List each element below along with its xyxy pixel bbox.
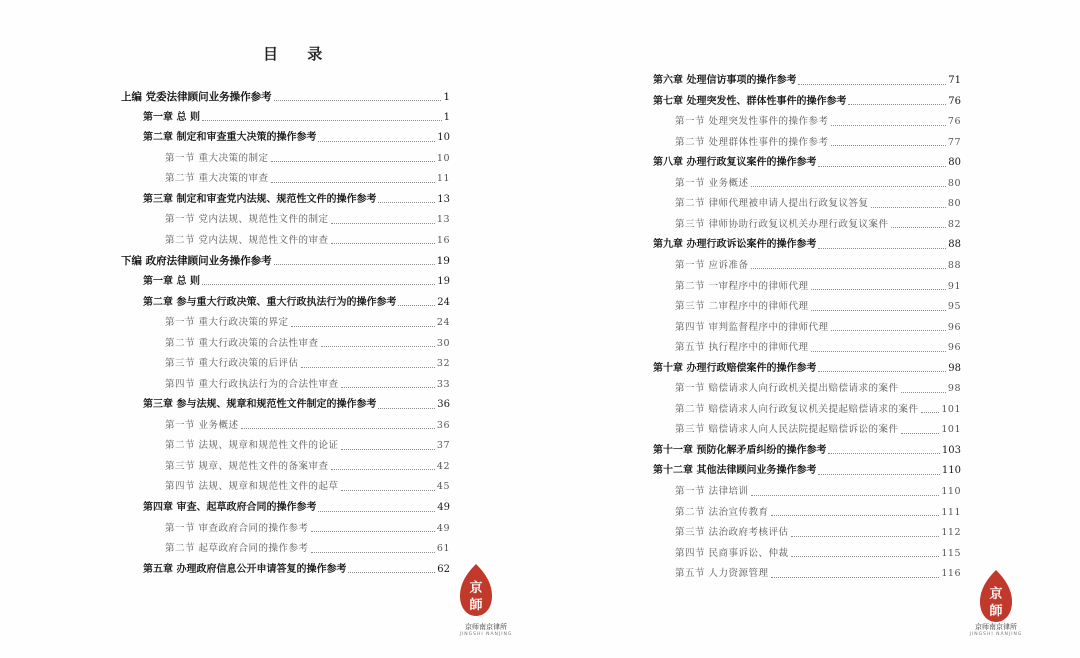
toc-entry-label: 第十章 办理行政赔偿案件的操作参考: [653, 362, 817, 374]
svg-text:師: 師: [469, 598, 483, 613]
toc-entry-page: 80: [947, 198, 961, 210]
toc-entry-label: 第二节 法治宣传教育: [675, 506, 769, 518]
seal-caption: [951, 622, 1041, 637]
toc-leader-dots: [341, 387, 435, 388]
svg-text:京: 京: [989, 587, 1003, 602]
toc-leader-dots: [274, 100, 442, 101]
toc-leader-dots: [331, 469, 435, 470]
toc-chapter: [143, 190, 450, 210]
toc-section: [675, 194, 961, 214]
seal-caption-text: 京师南京律所: [465, 623, 507, 631]
toc-leader-dots: [811, 310, 946, 311]
toc-leader-dots: [818, 166, 946, 167]
toc-section: [675, 523, 961, 543]
toc-section: [675, 174, 961, 194]
toc-chapter: [653, 92, 961, 112]
toc-section: [675, 564, 961, 584]
toc-entry-page: 80: [948, 157, 961, 169]
toc-entry-page: 24: [436, 317, 450, 329]
toc-chapter: [653, 235, 961, 255]
toc-entry-label: 第四章 审查、起草政府合同的操作参考: [143, 502, 317, 513]
toc-section: [165, 210, 450, 230]
toc-entry-page: 36: [437, 399, 450, 411]
toc-section: [675, 379, 961, 399]
toc-leader-dots: [771, 515, 940, 516]
toc-entry-label: 第五节 人力资源管理: [675, 568, 769, 580]
toc-entry-page: 33: [436, 378, 450, 390]
toc-entry-label: 上编 党委法律顾问业务操作参考: [121, 91, 272, 103]
toc-section: [165, 539, 450, 559]
toc-entry-page: 112: [941, 527, 961, 539]
toc-entry-page: 116: [941, 568, 961, 580]
toc-entry-label: 第四节 审判监督程序中的律师代理: [675, 321, 829, 333]
toc-entry-page: 19: [437, 275, 450, 287]
toc-entry-page: 80: [947, 177, 961, 189]
toc-entry-page: 11: [436, 173, 450, 185]
toc-leader-dots: [341, 449, 435, 450]
toc-entry-page: 91: [947, 280, 961, 292]
toc-leader-dots: [318, 511, 435, 512]
toc-leader-dots: [378, 202, 435, 203]
toc-leader-dots: [871, 207, 946, 208]
toc-entry-label: 第十一章 预防化解矛盾纠纷的操作参考: [653, 444, 827, 456]
toc-leader-dots: [241, 428, 435, 429]
toc-leader-dots: [791, 556, 940, 557]
toc-entry-page: 36: [436, 419, 450, 431]
toc-entry-page: 1: [443, 91, 450, 103]
toc-leader-dots: [891, 227, 946, 228]
toc-title: 目 录: [263, 45, 335, 63]
seal-icon: [976, 568, 1016, 624]
toc-chapter: [143, 128, 450, 148]
toc-entry-page: 30: [436, 337, 450, 349]
toc-entry-page: 61: [436, 543, 450, 555]
toc-section: [165, 231, 450, 251]
toc-entry-label: 第二章 制定和审查重大决策的操作参考: [143, 132, 317, 144]
toc-leader-dots: [331, 243, 435, 244]
toc-chapter: [143, 272, 450, 292]
toc-entry-label: 第二节 重大行政决策的合法性审查: [165, 337, 319, 349]
toc-leader-dots: [202, 120, 442, 121]
toc-entry-label: 第一节 赔偿请求人向行政机关提出赔偿请求的案件: [675, 383, 899, 395]
toc-entry-page: 101: [941, 403, 961, 415]
svg-text:京: 京: [469, 581, 483, 596]
toc-chapter: [653, 359, 961, 379]
toc-leader-dots: [818, 248, 946, 249]
toc-entry-label: 第二节 法规、规章和规范性文件的论证: [165, 440, 339, 452]
toc-leader-dots: [751, 495, 940, 496]
toc-entry-label: 第一节 重大行政决策的界定: [165, 317, 289, 329]
toc-entry-label: 第一章 总 则: [143, 111, 200, 123]
seal-icon: [456, 562, 496, 618]
toc-entry-page: 77: [947, 136, 961, 148]
toc-chapter: [653, 441, 961, 461]
left-toc-list: [0, 0, 540, 600]
toc-section: [165, 169, 450, 189]
toc-leader-dots: [791, 536, 940, 537]
right-toc-list: [540, 0, 1080, 600]
toc-entry-page: 13: [436, 214, 450, 226]
toc-entry-label: 第一节 应诉准备: [675, 259, 749, 271]
toc-entry-label: 第二节 党内法规、规范性文件的审查: [165, 234, 329, 246]
toc-leader-dots: [321, 346, 435, 347]
toc-section: [675, 277, 961, 297]
toc-leader-dots: [311, 552, 435, 553]
toc-leader-dots: [291, 326, 435, 327]
toc-entry-label: 下编 政府法律顾问业务操作参考: [121, 255, 272, 268]
toc-leader-dots: [348, 572, 435, 573]
toc-entry-page: 101: [941, 424, 961, 436]
toc-entry-label: 第六章 处理信访事项的操作参考: [653, 75, 797, 86]
toc-entry-page: 82: [947, 218, 961, 230]
toc-leader-dots: [848, 104, 946, 105]
toc-leader-dots: [378, 408, 435, 409]
toc-entry-page: 95: [947, 301, 961, 313]
toc-entry-page: 24: [437, 296, 450, 308]
toc-entry-page: 13: [437, 193, 450, 205]
toc-entry-label: 第五章 办理政府信息公开申请答复的操作参考: [143, 563, 347, 575]
toc-entry-page: 76: [948, 95, 961, 107]
seal-subcaption: JINGSHI NANJING: [459, 632, 513, 637]
seal-caption-text: 京师南京律所: [975, 623, 1017, 631]
toc-entry-page: 98: [947, 383, 961, 395]
seal-caption: [441, 622, 531, 637]
right-page: [540, 0, 1080, 658]
toc-entry-label: 第七章 处理突发性、群体性事件的操作参考: [653, 95, 847, 107]
toc-entry-page: 96: [947, 321, 961, 333]
toc-entry-page: 111: [941, 506, 961, 518]
toc-leader-dots: [901, 392, 946, 393]
toc-section: [675, 133, 961, 153]
toc-leader-dots: [398, 305, 435, 306]
toc-entry-page: 49: [437, 502, 450, 513]
toc-entry-label: 第一节 处理突发性事件的操作参考: [675, 116, 829, 128]
toc-section: [165, 457, 450, 477]
toc-section: [165, 354, 450, 374]
toc-leader-dots: [771, 577, 940, 578]
toc-leader-dots: [831, 145, 946, 146]
toc-leader-dots: [274, 264, 435, 265]
toc-entry-page: 96: [947, 342, 961, 354]
toc-entry-label: 第一章 总 则: [143, 275, 200, 287]
svg-text:師: 師: [989, 604, 1003, 619]
toc-entry-page: 110: [941, 465, 961, 477]
toc-entry-page: 110: [941, 486, 961, 497]
toc-leader-dots: [311, 531, 435, 532]
toc-entry-page: 10: [437, 132, 450, 144]
toc-leader-dots: [831, 125, 946, 126]
toc-leader-dots: [271, 161, 435, 162]
toc-entry-page: 42: [436, 460, 450, 472]
toc-section: [675, 503, 961, 523]
toc-entry-label: 第二节 处理群体性事件的操作参考: [675, 136, 829, 148]
toc-entry-label: 第三节 赔偿请求人向人民法院提起赔偿诉讼的案件: [675, 424, 899, 436]
toc-chapter: [653, 71, 961, 91]
toc-section: [165, 313, 450, 333]
toc-entry-label: 第三节 规章、规范性文件的备案审查: [165, 460, 329, 472]
toc-section: [675, 256, 961, 276]
toc-leader-dots: [331, 223, 435, 224]
toc-section: [165, 477, 450, 497]
toc-entry-label: 第八章 办理行政复议案件的操作参考: [653, 157, 817, 169]
toc-section: [675, 544, 961, 564]
toc-leader-dots: [301, 367, 435, 368]
toc-entry-label: 第十二章 其他法律顾问业务操作参考: [653, 465, 817, 477]
toc-section: [165, 519, 450, 539]
toc-entry-page: 49: [436, 522, 450, 534]
toc-entry-page: 88: [947, 259, 961, 271]
toc-leader-dots: [811, 289, 946, 290]
toc-entry-page: 37: [436, 440, 450, 452]
toc-section: [675, 482, 961, 502]
toc-entry-label: 第三节 重大行政决策的后评估: [165, 358, 299, 370]
toc-entry-label: 第一节 重大决策的制定: [165, 152, 269, 164]
toc-chapter: [143, 395, 450, 415]
toc-entry-label: 第一节 业务概述: [675, 177, 749, 189]
toc-entry-page: 88: [948, 239, 961, 251]
toc-entry-page: 10: [436, 152, 450, 164]
toc-entry-label: 第三节 二审程序中的律师代理: [675, 301, 809, 313]
toc-entry-label: 第三节 律师协助行政复议机关办理行政复议案件: [675, 218, 889, 230]
toc-leader-dots: [751, 268, 946, 269]
toc-leader-dots: [271, 182, 435, 183]
toc-entry-label: 第三章 制定和审查党内法规、规范性文件的操作参考: [143, 193, 377, 205]
toc-section: [165, 436, 450, 456]
toc-entry-label: 第四节 重大行政执法行为的合法性审查: [165, 378, 339, 390]
toc-entry-label: 第三节 法治政府考核评估: [675, 527, 789, 539]
toc-chapter: [143, 560, 450, 580]
toc-leader-dots: [751, 186, 946, 187]
toc-leader-dots: [818, 371, 946, 372]
toc-entry-label: 第二节 起草政府合同的操作参考: [165, 543, 309, 555]
toc-section: [675, 112, 961, 132]
toc-entry-page: 19: [436, 255, 450, 268]
toc-leader-dots: [831, 330, 946, 331]
toc-chapter: [143, 498, 450, 518]
toc-entry-label: 第一节 法律培训: [675, 486, 749, 497]
toc-section: [165, 334, 450, 354]
toc-entry-page: 71: [948, 75, 961, 86]
toc-section: [675, 215, 961, 235]
toc-entry-label: 第三章 参与法规、规章和规范性文件制定的操作参考: [143, 399, 377, 411]
toc-entry-label: 第一节 业务概述: [165, 419, 239, 431]
toc-chapter: [653, 153, 961, 173]
toc-entry-page: 1: [443, 111, 450, 123]
toc-entry-page: 32: [436, 358, 450, 370]
toc-section: [675, 420, 961, 440]
toc-entry-page: 45: [436, 481, 450, 493]
toc-section: [675, 338, 961, 358]
toc-section: [165, 149, 450, 169]
toc-leader-dots: [341, 490, 435, 491]
toc-leader-dots: [202, 284, 435, 285]
toc-part: [121, 251, 450, 271]
toc-entry-label: 第四节 民商事诉讼、仲裁: [675, 547, 789, 559]
toc-leader-dots: [901, 433, 940, 434]
toc-entry-page: 98: [948, 362, 961, 374]
toc-section: [165, 416, 450, 436]
toc-leader-dots: [811, 351, 946, 352]
toc-entry-label: 第二节 重大决策的审查: [165, 173, 269, 185]
toc-leader-dots: [318, 141, 435, 142]
toc-entry-page: 62: [437, 563, 450, 575]
toc-leader-dots: [818, 474, 939, 475]
toc-entry-label: 第一节 党内法规、规范性文件的制定: [165, 214, 329, 226]
toc-chapter: [143, 293, 450, 313]
toc-section: [675, 297, 961, 317]
toc-entry-page: 16: [436, 234, 450, 246]
toc-entry-label: 第四节 法规、规章和规范性文件的起草: [165, 481, 339, 493]
toc-part: [121, 87, 450, 107]
toc-leader-dots: [828, 453, 939, 454]
seal-subcaption: JINGSHI NANJING: [969, 632, 1023, 637]
toc-section: [675, 318, 961, 338]
toc-leader-dots: [798, 84, 946, 85]
toc-section: [675, 400, 961, 420]
toc-entry-label: 第二节 赔偿请求人向行政复议机关提起赔偿请求的案件: [675, 403, 919, 415]
toc-entry-label: 第二节 律师代理被申请人提出行政复议答复: [675, 198, 869, 210]
toc-entry-page: 76: [947, 116, 961, 128]
toc-entry-label: 第二章 参与重大行政决策、重大行政执法行为的操作参考: [143, 296, 397, 308]
toc-entry-label: 第五节 执行程序中的律师代理: [675, 342, 809, 354]
toc-entry-page: 115: [941, 547, 961, 559]
toc-leader-dots: [921, 412, 940, 413]
toc-entry-label: 第九章 办理行政诉讼案件的操作参考: [653, 239, 817, 251]
toc-chapter: [653, 461, 961, 481]
toc-chapter: [143, 108, 450, 128]
toc-entry-label: 第二节 一审程序中的律师代理: [675, 280, 809, 292]
toc-entry-label: 第一节 审查政府合同的操作参考: [165, 522, 309, 534]
toc-section: [165, 375, 450, 395]
toc-entry-page: 103: [941, 444, 961, 456]
